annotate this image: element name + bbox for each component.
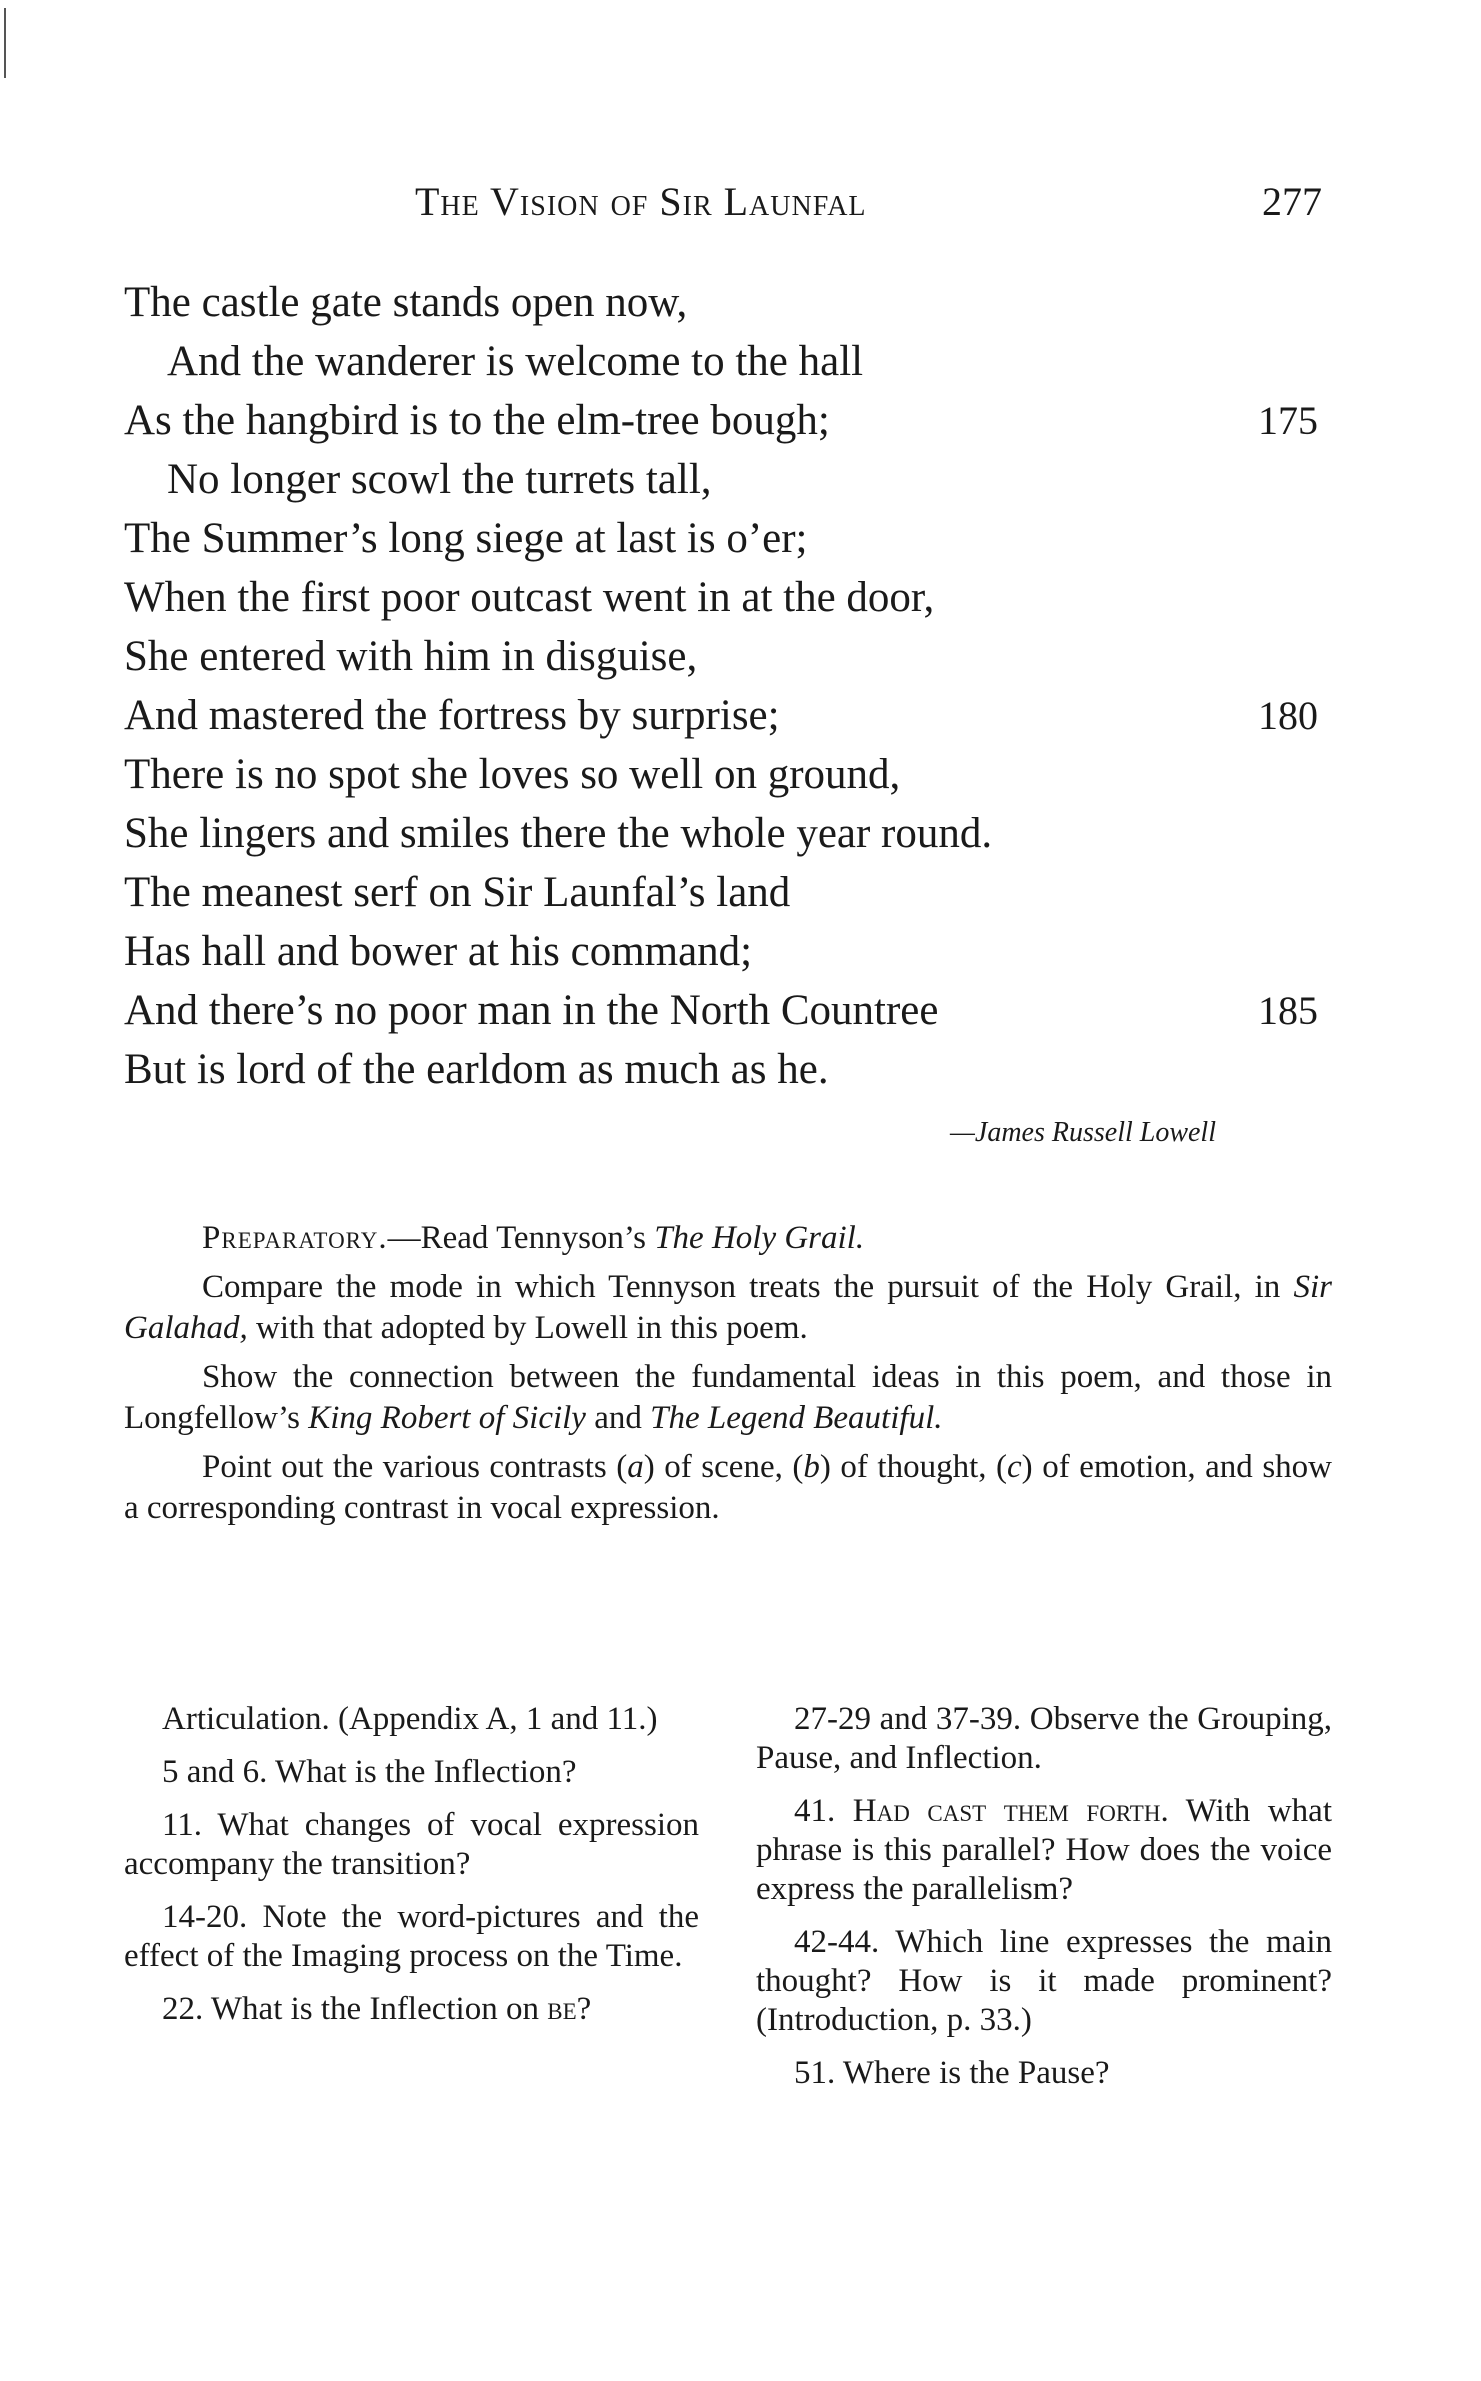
poem-line-text: When the first poor outcast went in at the door, [124,574,935,621]
poem-line-text: The meanest serf on Sir Launfal’s land [124,869,791,916]
preparatory-paragraph [124,1357,1332,1439]
poem-line [0,450,1481,509]
page-header [0,178,1481,228]
preparatory-text: —Read Tennyson’s [387,1220,655,1256]
poem-attribution: —James Russell Lowell [950,1117,1216,1148]
preparatory-text: Compare the mode in which Tennyson treats the pursuit of the Holy Grail, in [202,1269,1294,1305]
note-keyword: be [547,1991,577,2027]
preparatory-text: with that adopted by Lowell in this poem. [247,1310,808,1346]
note-item: 27-29 and 37-39. Observe the Grouping, Pause, and Inflection. [756,1701,1332,1776]
notes-column-right [756,1700,1332,2107]
note-item: 51. Where is the Pause? [794,2055,1110,2091]
preparatory-text: ) of emotion, and show a corresponding contrast in vocal expression. [124,1449,1332,1526]
note-text: 41. [794,1793,853,1829]
poem-line [0,804,1481,863]
work-title: King Robert of Sicily [308,1400,586,1436]
preparatory-text: Show the connection between the fundamental ideas in this poem, and those in Longfellow’s [124,1359,1332,1436]
poem-line-text: The Summer’s long siege at last is o’er; [124,515,808,562]
poem-line [0,627,1481,686]
preparatory-paragraph [124,1218,1332,1259]
note-item [124,1990,699,2029]
poem-line-text: She entered with him in disguise, [124,633,698,680]
enum-letter: a [627,1449,644,1485]
preparatory-paragraph [124,1267,1332,1349]
note-item: Articulation. (Appendix A, 1 and 11.) [162,1701,658,1737]
note-text: ? [576,1991,592,2027]
poem-line-text: And the wanderer is welcome to the hall [167,338,864,385]
poem-line-text: She lingers and smiles there the whole year round. [124,810,993,857]
poem-line-text: But is lord of the earldom as much as he. [124,1046,829,1093]
poem-line [0,509,1481,568]
poem-line-text: No longer scowl the turrets tall, [167,456,712,503]
note-item: 14-20. Note the word-pictures and the effect of the Imaging process on the Time. [124,1899,699,1974]
enum-letter: b [803,1449,820,1485]
poem-line [0,273,1481,332]
poem-line [0,863,1481,922]
poem-line-text: There is no spot she loves so well on ground, [124,751,901,798]
poem-line [0,1040,1481,1099]
poem-line [0,568,1481,627]
note-item: 42-44. Which line expresses the main thought? How is it made prominent? (Introduction, p. 33.) [756,1924,1332,2038]
poem-line [0,745,1481,804]
note-item: 5 and 6. What is the Inflection? [162,1754,577,1790]
note-text: 22. What is the Inflection on [162,1991,548,2027]
page-number: 277 [1262,179,1322,224]
notes-column-left [124,1700,699,2043]
preparatory-text: and [585,1400,651,1436]
poem-line-text: And mastered the fortress by surprise; [124,692,780,739]
poem-line-text: The castle gate stands open now, [124,279,688,326]
page-edge-mark [4,8,6,78]
poem-line [0,981,1481,1040]
preparatory-text: ) of thought, ( [819,1449,1008,1485]
running-title: The Vision of Sir Launfal [415,179,867,224]
note-item [756,1792,1332,1909]
line-number: 175 [1258,398,1318,443]
preparatory-text: Point out the various contrasts ( [202,1449,628,1485]
note-keyword: Had cast them forth. [852,1793,1169,1829]
poem-line-text: Has hall and bower at his command; [124,928,753,975]
poem-stanza [0,273,1481,1099]
poem-line [0,686,1481,745]
poem-line-text: And there’s no poor man in the North Countree [124,987,939,1034]
work-title: Sir Galahad, [124,1269,1332,1346]
preparatory-paragraph [124,1447,1332,1529]
work-title: The Holy Grail. [654,1220,865,1256]
line-number: 180 [1258,693,1318,738]
note-text: With what phrase is this parallel? How does the voice express the parallelism? [756,1793,1332,1907]
line-number: 185 [1258,988,1318,1033]
poem-line-text: As the hangbird is to the elm-tree bough; [124,397,830,444]
preparatory-heading: Preparatory. [202,1220,388,1256]
work-title: The Legend Beautiful. [650,1400,943,1436]
poem-line [0,922,1481,981]
poem-line [0,332,1481,391]
enum-letter: c [1007,1449,1022,1485]
preparatory-text: ) of scene, ( [643,1449,804,1485]
note-item: 11. What changes of vocal expression accompany the transition? [124,1807,699,1882]
preparatory-notes [124,1218,1332,1537]
poem-line [0,391,1481,450]
